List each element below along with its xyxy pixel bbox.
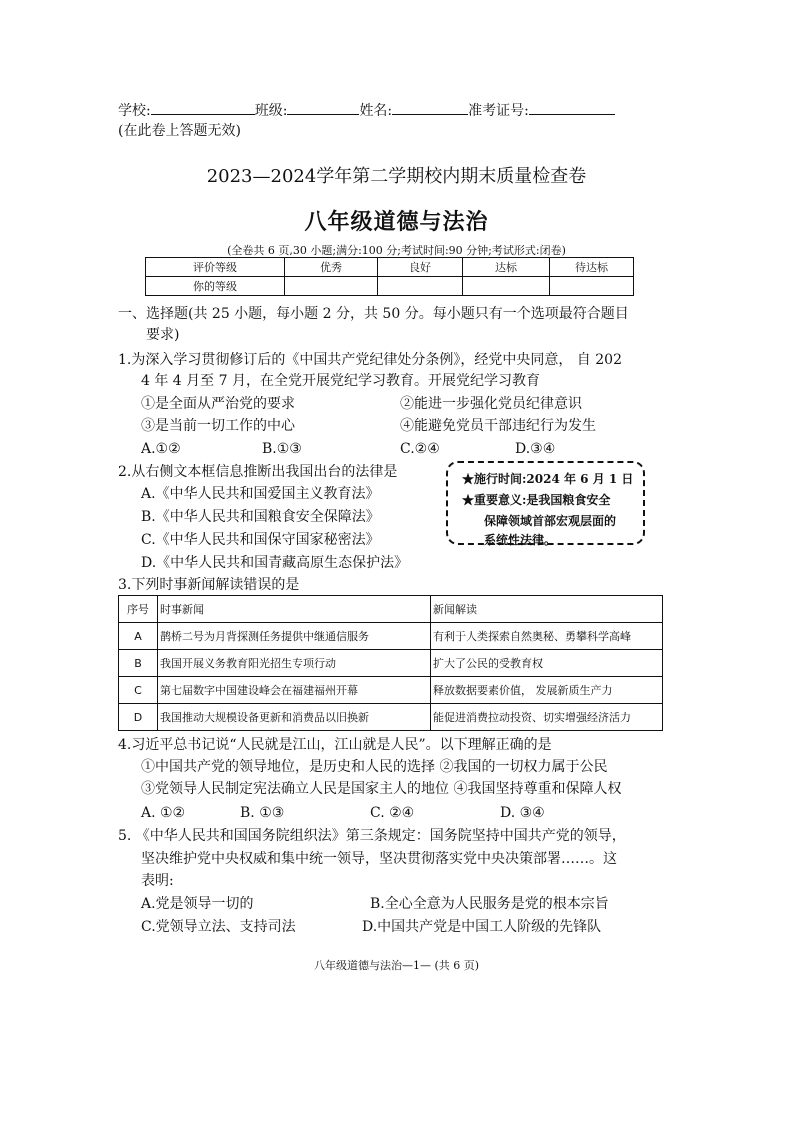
grade-cell: 评价等级 [146,258,285,277]
table-cell-news: 鹊桥二号为月背探测任务提供中继通信服务 [158,623,431,650]
class-blank[interactable] [287,100,359,115]
table-header-cell: 序号 [119,596,158,623]
q2-box-line1: ★施行时间:2024 年 6 月 1 日 [462,472,634,486]
exam-no-label: 准考证号: [468,103,529,119]
q5-stem-line2: 坚决维护党中央权威和集中统一领导，坚决贯彻落实党中央决策部署……。这 [141,851,617,867]
q4-stem: 4.习近平总书记说“人民就是江山，江山就是人民”。以下理解正确的是 [118,737,552,753]
header-line [118,100,615,121]
table-row[interactable] [119,677,663,704]
q2-box-line3: 保障领域首部宏观层面的 [484,514,617,528]
q1-statement-1: ①是全面从严治党的要求 [141,396,295,412]
name-label: 姓名: [359,103,393,119]
section-heading: 一、选择题(共 25 小题，每小题 2 分，共 50 分。每小题只有一个选项最符合题目 [118,306,629,322]
q1-option-d[interactable]: D.③④ [515,441,556,457]
q4-option-d[interactable]: D. ③④ [500,805,545,821]
exam-title: 2023—2024学年第二学期校内期末质量检查卷 [206,166,587,187]
table-row[interactable] [119,650,663,677]
q2-info-box [446,461,645,545]
q4-option-c[interactable]: C. ②④ [370,805,415,821]
grade-cell: 你的等级 [146,277,285,296]
q5-stem-line1: 5. 《中华人民共和国国务院组织法》第三条规定：国务院坚持中国共产党的领导， [118,828,626,844]
page-footer: 八年级道德与法治—1— (共 6 页) [313,959,480,972]
table-cell-interpretation: 扩大了公民的受教育权 [431,650,663,677]
table-cell-id: A [119,623,158,650]
q5-option-a[interactable]: A.党是领导一切的 [141,896,254,912]
grade-input-cell[interactable] [463,277,550,296]
q1-statement-3: ③是当前一切工作的中心 [141,418,295,434]
q5-option-b[interactable]: B.全心全意为人民服务是党的根本宗旨 [370,896,609,912]
q1-stem-line2: 4 年 4 月至 7 月，在全党开展党纪学习教育。开展党纪学习教育 [141,373,540,389]
q3-stem: 3.下列时事新闻解读错误的是 [118,577,300,593]
q2-option-a[interactable]: A.《中华人民共和国爱国主义教育法》 [141,486,380,502]
school-blank[interactable] [151,100,255,115]
table-cell-interpretation: 释放数据要素价值， 发展新质生产力 [431,677,663,704]
q4-statements-1: ①中国共产党的领导地位，是历史和人民的选择 ②我国的一切权力属于公民 [141,759,608,775]
q1-statement-4: ④能避免党员干部违纪行为发生 [400,418,596,434]
table-header-row [119,596,663,623]
grade-cell: 待达标 [550,258,634,277]
table-cell-id: D [119,704,158,731]
school-label: 学校: [118,103,151,119]
table-header-cell: 新闻解读 [431,596,663,623]
table-row[interactable] [119,623,663,650]
q1-option-a[interactable]: A.①② [141,441,181,457]
grade-cell: 优秀 [285,258,378,277]
q5-option-d[interactable]: D.中国共产党是中国工人阶级的先锋队 [362,919,602,935]
q2-box-line2: ★重要意义:是我国粮食安全 [462,493,611,507]
table-header-cell: 时事新闻 [158,596,431,623]
q2-box-line4: 系统性法律。 [484,533,557,547]
grade-row-1 [146,258,634,277]
q2-option-c[interactable]: C.《中华人民共和国保守国家秘密法》 [141,532,380,548]
header-note: (在此卷上答题无效) [118,123,241,139]
subject-title: 八年级道德与法治 [304,209,489,235]
name-blank[interactable] [392,100,468,115]
q1-option-c[interactable]: C.②④ [400,441,440,457]
q4-option-a[interactable]: A. ①② [141,805,186,821]
table-cell-news: 第七届数字中国建设峰会在福建福州开幕 [158,677,431,704]
grade-table [145,257,634,296]
table-cell-id: B [119,650,158,677]
grade-cell: 良好 [378,258,463,277]
grade-cell: 达标 [463,258,550,277]
grade-input-cell[interactable] [550,277,634,296]
q1-statement-2: ②能进一步强化党员纪律意识 [400,396,582,412]
table-cell-interpretation: 能促进消费拉动投资、切实增强经济活力 [431,704,663,731]
q5-option-c[interactable]: C.党领导立法、支持司法 [141,919,296,935]
exam-no-blank[interactable] [529,100,615,115]
grade-input-cell[interactable] [378,277,463,296]
section-heading-cont: 要求) [146,327,180,343]
table-cell-news: 我国推动大规模设备更新和消费品以旧换新 [158,704,431,731]
q4-option-b[interactable]: B. ①③ [240,805,285,821]
table-cell-interpretation: 有利于人类探索自然奥秘、勇攀科学高峰 [431,623,663,650]
q5-stem-line3: 表明: [141,873,174,889]
q2-option-d[interactable]: D.《中华人民共和国青藏高原生态保护法》 [141,555,409,571]
q3-news-table [118,595,663,731]
class-label: 班级: [254,103,288,119]
table-cell-news: 我国开展义务教育阳光招生专项行动 [158,650,431,677]
q1-stem-line1: 1.为深入学习贯彻修订后的《中国共产党纪律处分条例》，经党中央同意， 自 202 [118,352,622,368]
grade-input-cell[interactable] [285,277,378,296]
q4-statements-2: ③党领导人民制定宪法确立人民是国家主人的地位 ④我国坚持尊重和保障人权 [141,781,622,797]
q1-option-b[interactable]: B.①③ [262,441,302,457]
table-cell-id: C [119,677,158,704]
grade-row-2 [146,277,634,296]
table-row[interactable] [119,704,663,731]
q2-stem: 2.从右侧文本框信息推断出我国出台的法律是 [118,464,398,480]
exam-info: (全卷共 6 页,30 小题;满分:100 分;考试时间:90 分钟;考试形式:闭卷) [227,244,566,257]
q2-option-b[interactable]: B.《中华人民共和国粮食安全保障法》 [141,509,380,525]
